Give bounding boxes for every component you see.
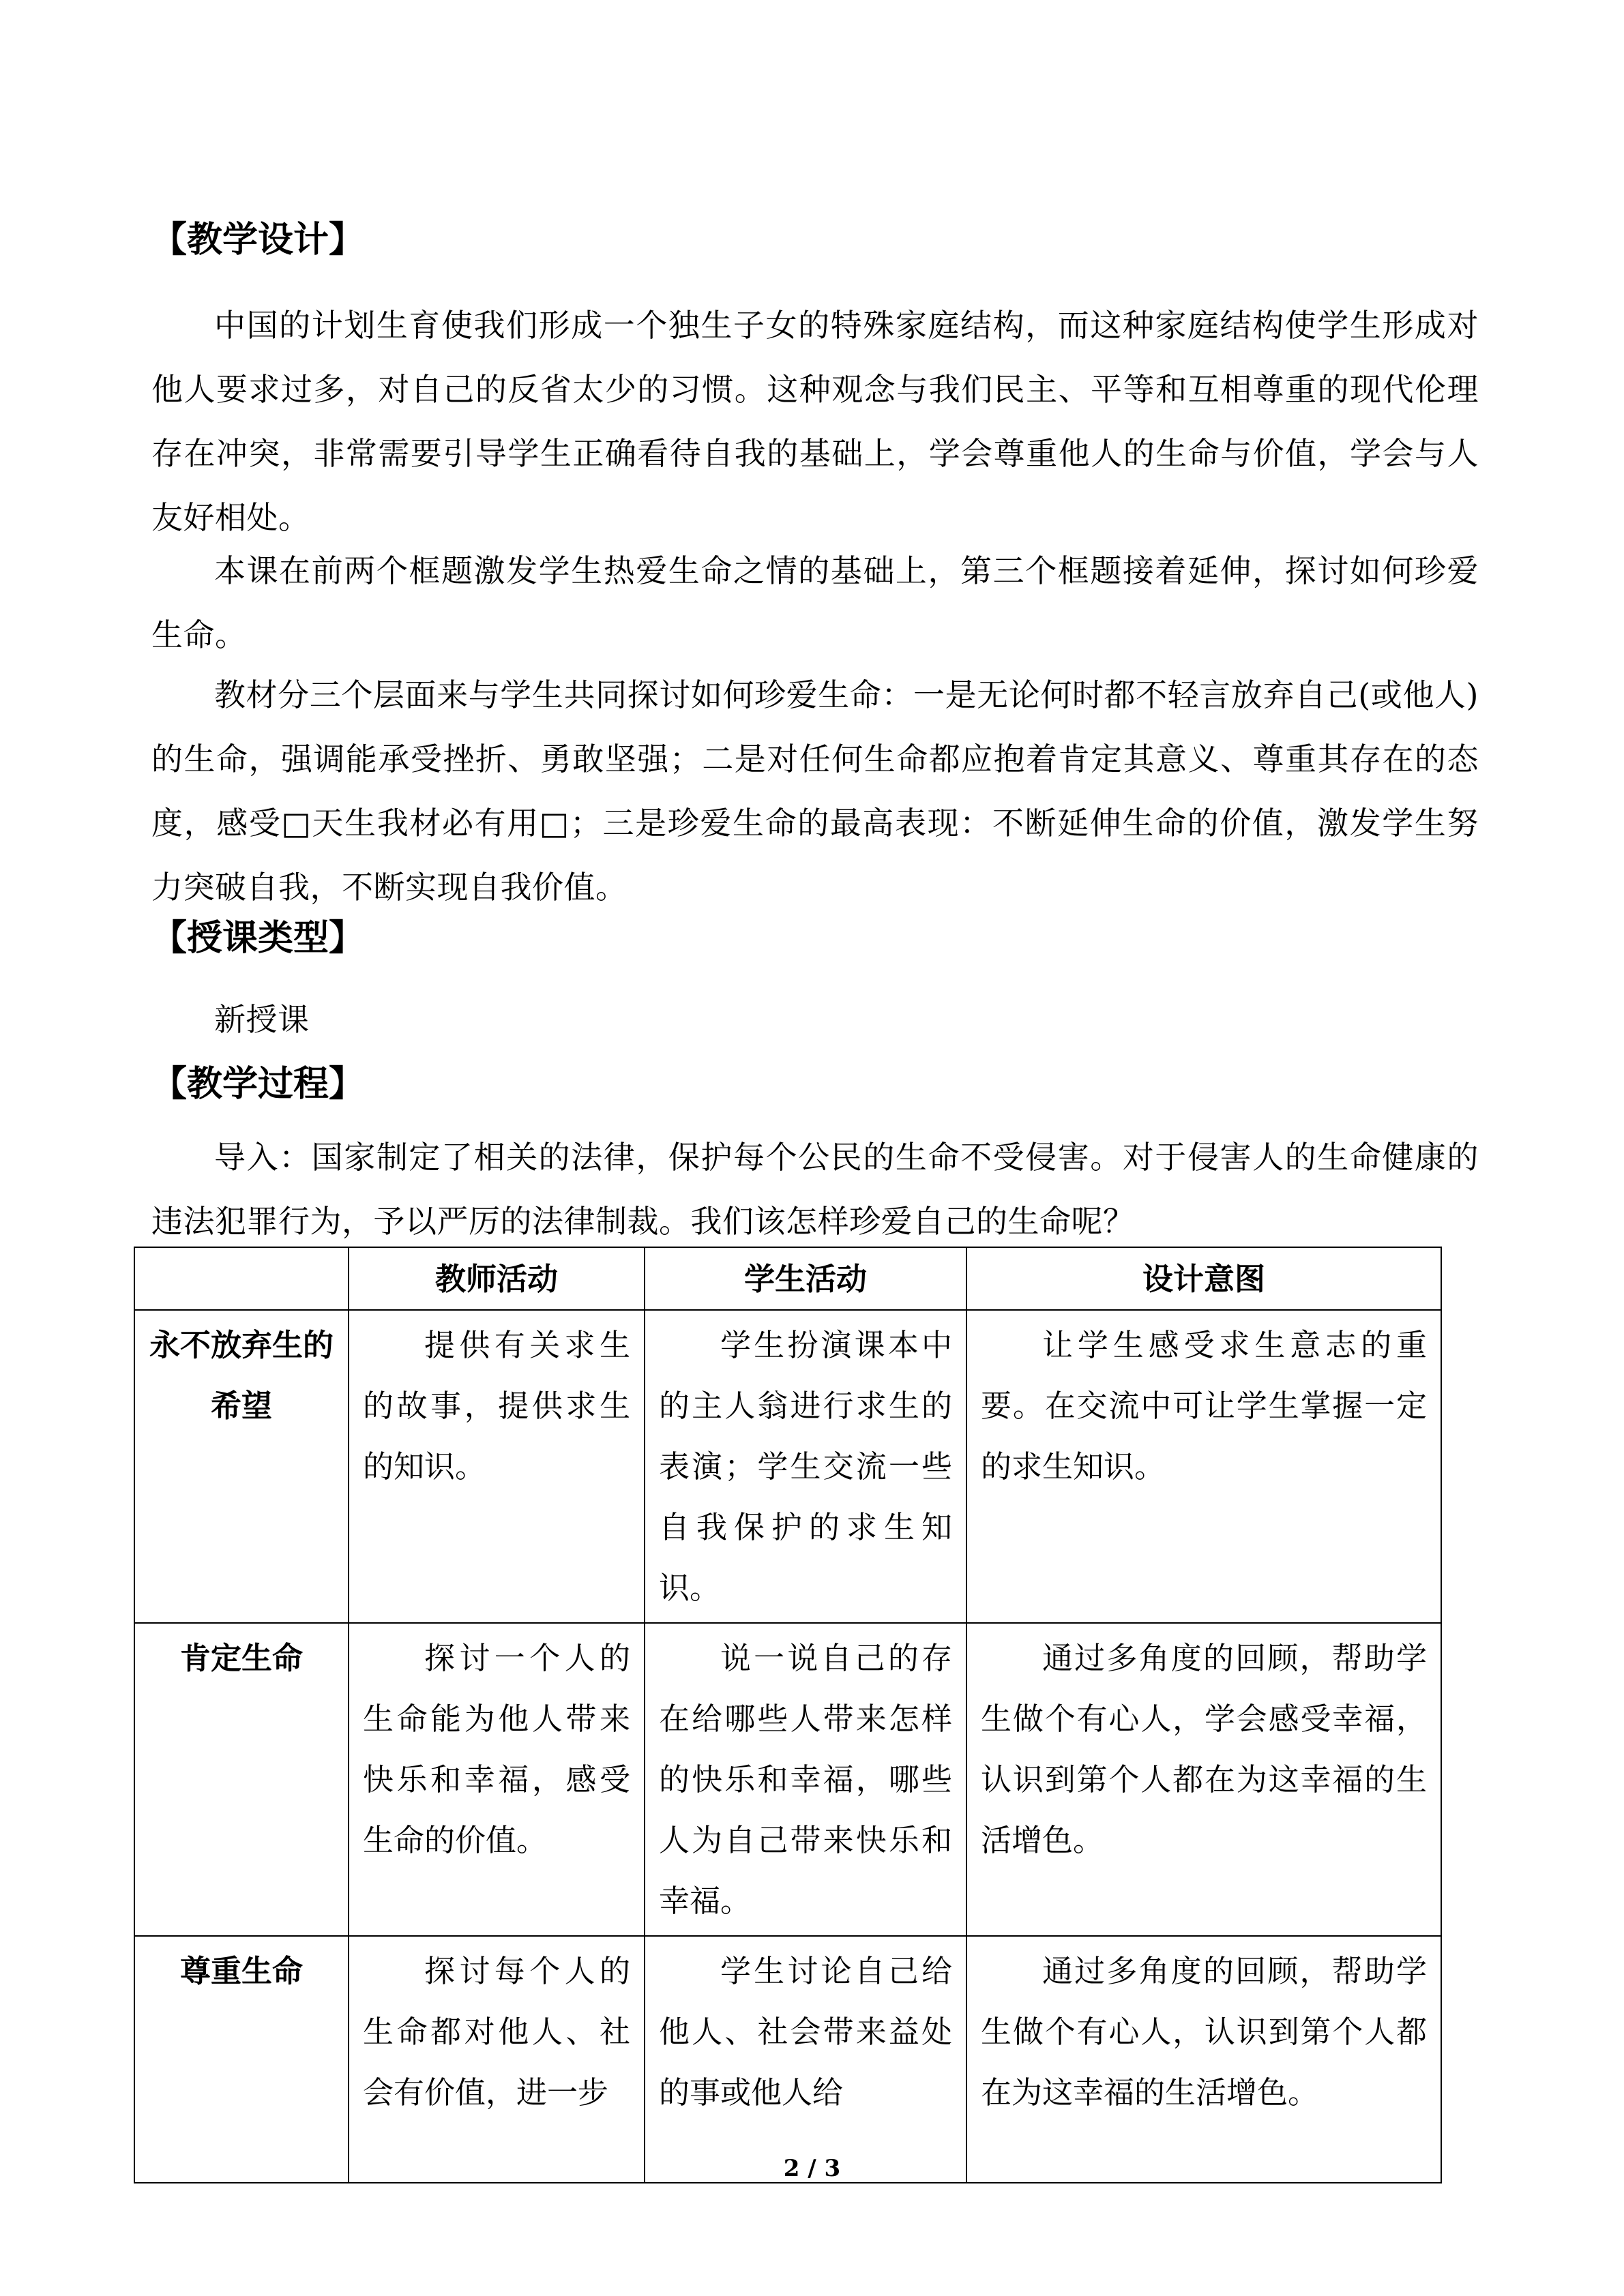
design-paragraph-3: 教材分三个层面来与学生共同探讨如何珍爱生命：一是无论何时都不轻言放弃自己(或他人)的生命，强调能承受挫折、勇敢坚强；二是对任何生命都应抱着肯定其意义、尊重其存在的态度，感受□天生我材必有用□；三是珍爱生命的最高表现：不断延伸生命的价值，激发学生努力突破自我，不断实现自我价值。: [151, 676, 1479, 906]
process-intro-paragraph: 导入：国家制定了相关的法律，保护每个公民的生命不受侵害。对于侵害人的生命健康的违法犯罪行为，予以严厉的法律制裁。我们该怎样珍爱自己的生命呢？: [151, 1139, 1479, 1240]
row-teacher-activity: 探讨一个人的生命能为他人带来快乐和幸福，感受生命的价值。: [349, 1623, 645, 1936]
row-student-activity: 说一说自己的存在给哪些人带来怎样的快乐和幸福，哪些人为自己带来快乐和幸福。: [645, 1623, 966, 1936]
row-teacher-activity: 提供有关求生的故事，提供求生的知识。: [349, 1310, 645, 1623]
table-row: [134, 1623, 1441, 1936]
row-topic: 永不放弃生的希望: [134, 1310, 349, 1623]
table-row: [134, 1936, 1441, 2183]
page-number: 2 / 3: [783, 2155, 841, 2182]
row-topic: 肯定生命: [134, 1623, 349, 1936]
lesson-type-text: 新授课: [214, 1001, 310, 1038]
row-teacher-activity: 探讨每个人的生命都对他人、社会有价值，进一步: [349, 1936, 645, 2183]
row-design-intent: 通过多角度的回顾，帮助学生做个有心人，认识到第个人都在为这幸福的生活增色。: [966, 1936, 1441, 2183]
heading-teaching-design: 【教学设计】: [151, 220, 365, 260]
design-paragraph-2: 本课在前两个框题激发学生热爱生命之情的基础上，第三个框题接着延伸，探讨如何珍爱生命。: [151, 552, 1479, 653]
table-header-row: [134, 1247, 1441, 1310]
heading-lesson-type: 【授课类型】: [151, 918, 365, 959]
header-teacher-activity: 教师活动: [349, 1247, 645, 1310]
header-student-activity: 学生活动: [645, 1247, 966, 1310]
row-student-activity: 学生扮演课本中的主人翁进行求生的表演；学生交流一些自我保护的求生知识。: [645, 1310, 966, 1623]
header-topic: [134, 1247, 349, 1310]
heading-teaching-process: 【教学过程】: [151, 1064, 365, 1105]
row-design-intent: 让学生感受求生意志的重要。在交流中可让学生掌握一定的求生知识。: [966, 1310, 1441, 1623]
row-topic: 尊重生命: [134, 1936, 349, 2183]
row-student-activity: 学生讨论自己给他人、社会带来益处的事或他人给: [645, 1936, 966, 2183]
lesson-table: [134, 1247, 1442, 2183]
design-paragraph-1: 中国的计划生育使我们形成一个独生子女的特殊家庭结构，而这种家庭结构使学生形成对他人要求过多，对自己的反省太少的习惯。这种观念与我们民主、平等和互相尊重的现代伦理存在冲突，非常需要引导学生正确看待自我的基础上，学会尊重他人的生命与价值，学会与人友好相处。: [151, 307, 1479, 536]
header-design-intent: 设计意图: [966, 1247, 1441, 1310]
table-row: [134, 1310, 1441, 1623]
row-design-intent: 通过多角度的回顾，帮助学生做个有心人，学会感受幸福，认识到第个人都在为这幸福的生活增色。: [966, 1623, 1441, 1936]
